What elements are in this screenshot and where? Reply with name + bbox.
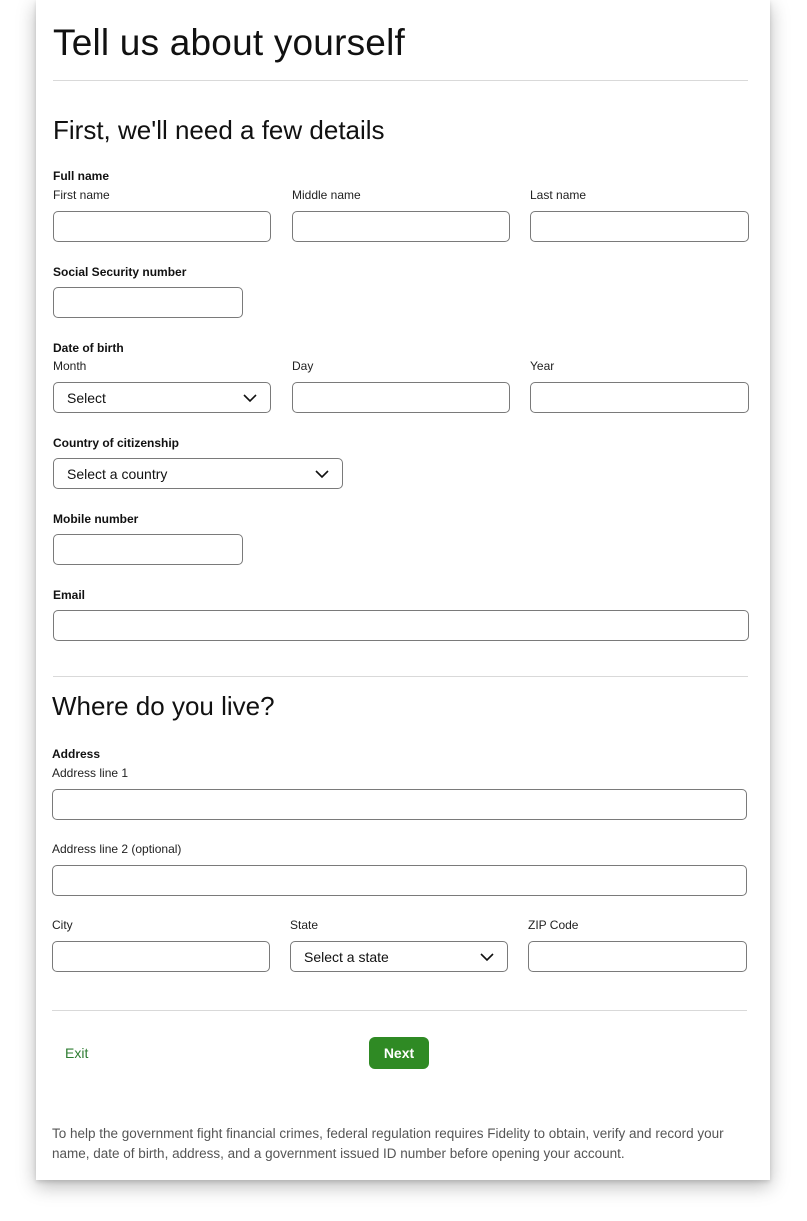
address-line1-label: Address line 1 [52,766,129,780]
email-label: Email [53,588,86,602]
middle-name-label: Middle name [292,188,361,202]
year-input[interactable] [530,382,749,413]
last-name-label: Last name [530,188,587,202]
address-line2-input[interactable] [52,865,747,896]
dob-label: Date of birth [53,341,124,355]
title-divider [53,80,748,81]
chevron-down-icon [479,950,495,964]
state-select-value: Select a state [304,948,389,965]
address-line1-input[interactable] [52,789,747,820]
address-label: Address [52,747,101,761]
country-select-value: Select a country [67,465,168,482]
page-title: Tell us about yourself [53,22,405,63]
first-name-label: First name [53,188,110,202]
exit-link[interactable]: Exit [65,1045,89,1061]
month-label: Month [53,359,87,373]
section-divider [53,676,748,677]
actions-divider [52,1010,747,1011]
mobile-label: Mobile number [53,512,139,526]
zip-label: ZIP Code [528,918,579,932]
city-input[interactable] [52,941,270,972]
mobile-input[interactable] [53,534,243,565]
state-select[interactable] [290,941,508,972]
zip-input[interactable] [528,941,747,972]
chevron-down-icon [242,391,258,405]
citizenship-label: Country of citizenship [53,436,179,450]
details-heading: First, we'll need a few details [53,115,385,145]
day-label: Day [292,359,314,373]
city-label: City [52,918,73,932]
state-label: State [290,918,319,932]
day-input[interactable] [292,382,510,413]
email-input[interactable] [53,610,749,641]
middle-name-input[interactable] [292,211,510,242]
last-name-input[interactable] [530,211,749,242]
ssn-input[interactable] [53,287,243,318]
next-button[interactable]: Next [369,1037,429,1069]
address-heading: Where do you live? [52,691,275,721]
year-label: Year [530,359,555,373]
chevron-down-icon [314,467,330,481]
month-select[interactable] [53,382,271,413]
month-select-value: Select [67,389,106,406]
first-name-input[interactable] [53,211,271,242]
full-name-label: Full name [53,169,110,183]
form-card [36,0,770,1180]
disclaimer-text: To help the government fight financial crimes, federal regulation requires Fidelity to obtain, verify and record your name, date of birth, address, and a government issued ID number before opening your account. [52,1126,724,1161]
country-select[interactable] [53,458,343,489]
ssn-label: Social Security number [53,265,187,279]
address-line2-label: Address line 2 (optional) [52,842,182,856]
